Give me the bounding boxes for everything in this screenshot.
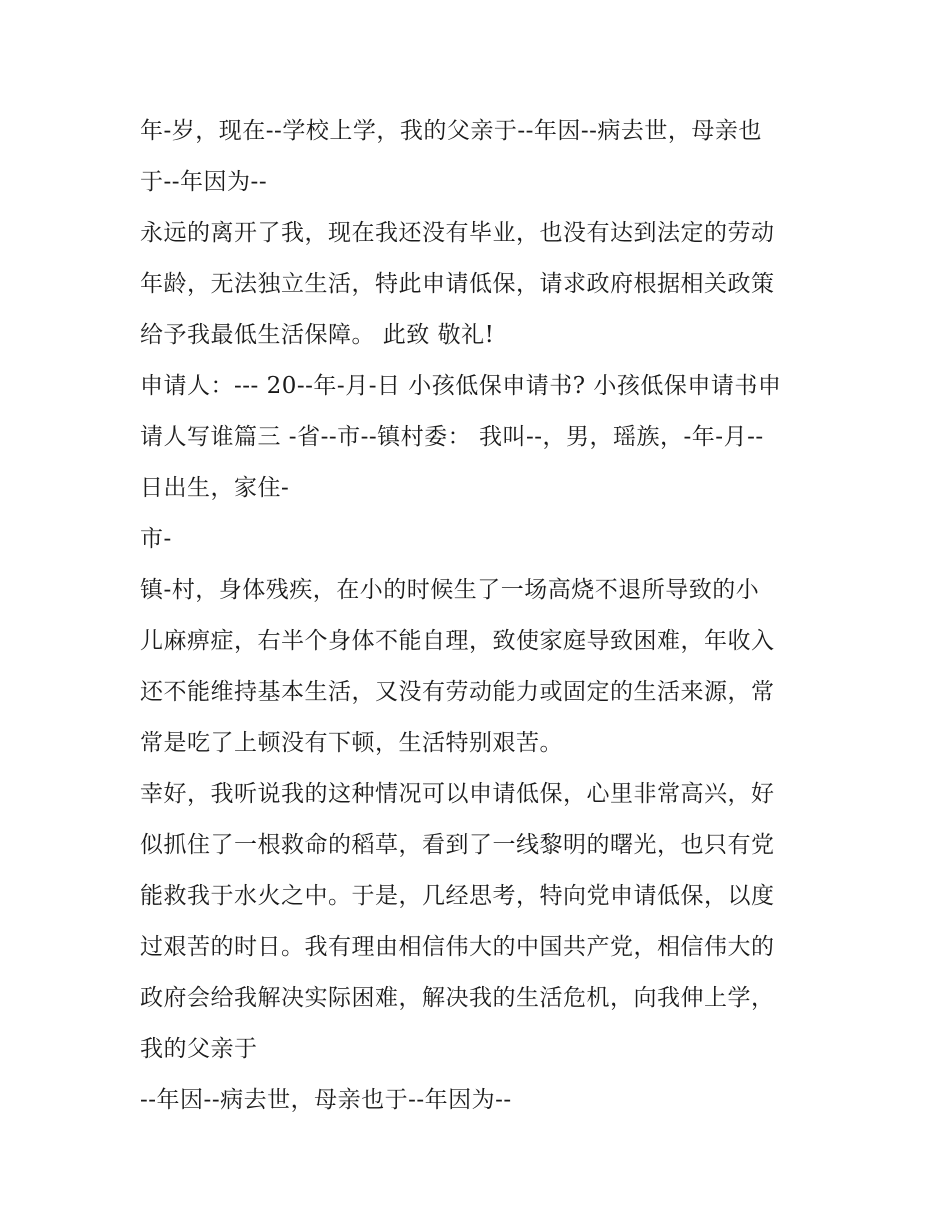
text-line: 还不能维持基本生活，又没有劳动能力或固定的生活来源，常 (140, 679, 775, 705)
text-line: 日出生，家住- (140, 475, 290, 501)
text-line: 儿麻痹症，右半个身体不能自理，致使家庭导致困难，年收入 (140, 628, 775, 654)
text-line: 申请人：--- 20--年-月-日 小孩低保申请书? 小孩低保申请书申 (140, 373, 782, 399)
text-line: 给予我最低生活保障。 此致 敬礼! (140, 322, 495, 348)
text-line: 年龄，无法独立生活，特此申请低保，请求政府根据相关政策 (140, 271, 775, 297)
text-line: 能救我于水火之中。于是，几经思考，特向党申请低保，以度 (140, 883, 775, 909)
text-line: --年因--病去世，母亲也于--年因为-- (140, 1087, 512, 1113)
text-line: 市- (140, 526, 172, 552)
text-line: 过艰苦的时日。我有理由相信伟大的中国共产党，相信伟大的 (140, 934, 775, 960)
text-line: 似抓住了一根救命的稻草，看到了一线黎明的曙光，也只有党 (140, 832, 775, 858)
text-line: 镇-村，身体残疾，在小的时候生了一场高烧不退所导致的小 (140, 577, 760, 603)
text-line: 我的父亲于 (140, 1036, 258, 1062)
document-body (140, 106, 830, 1126)
text-line: 于--年因为-- (140, 169, 268, 195)
text-line: 政府会给我解决实际困难，解决我的生活危机，向我伸上学， (140, 985, 775, 1011)
text-line: 年-岁，现在--学校上学，我的父亲于--年因--病去世，母亲也 (140, 118, 762, 144)
text-line: 幸好，我听说我的这种情况可以申请低保，心里非常高兴，好 (140, 781, 775, 807)
text-line: 永远的离开了我，现在我还没有毕业，也没有达到法定的劳动 (140, 220, 775, 246)
text-line: 请人写谁篇三 -省--市--镇村委： 我叫--，男，瑶族，-年-月-- (140, 424, 764, 450)
text-line: 常是吃了上顿没有下顿，生活特别艰苦。 (140, 730, 563, 756)
